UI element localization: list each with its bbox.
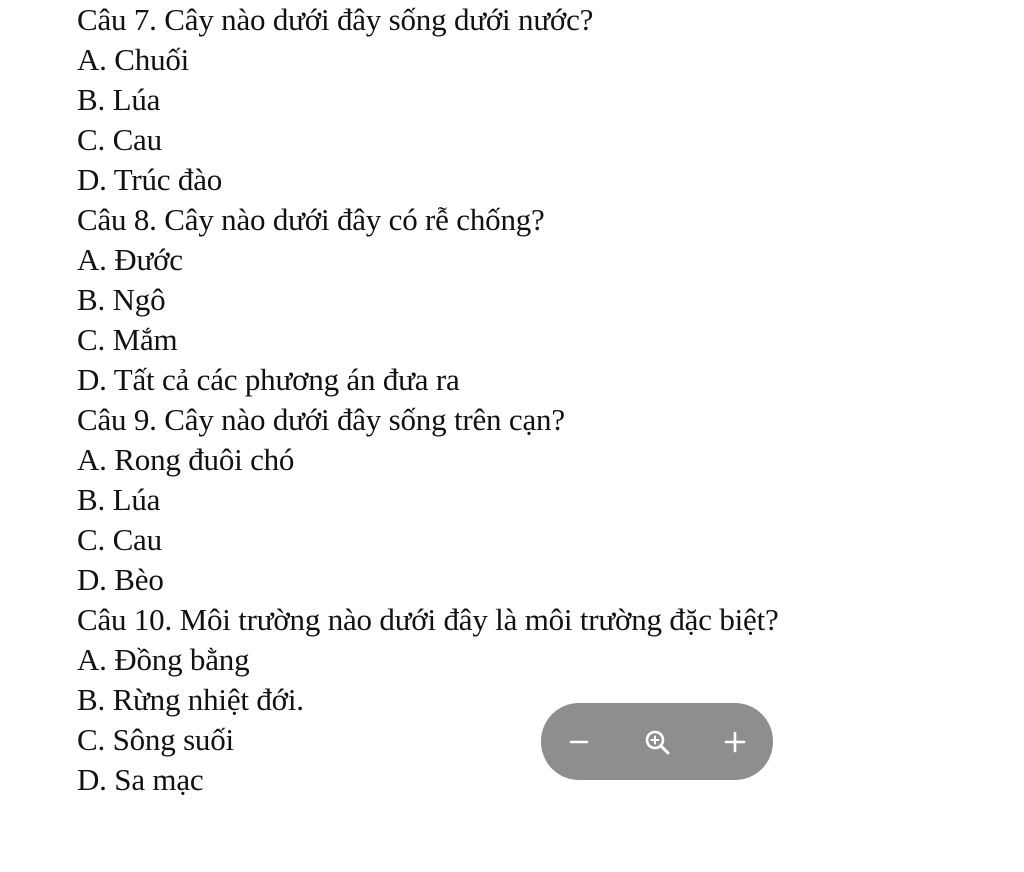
question-7-option-b: B. Lúa [77,82,161,117]
question-8-option-b: B. Ngô [77,282,166,317]
question-8-option-c: C. Mắm [77,322,178,357]
plus-icon [723,730,747,754]
question-10-option-b: B. Rừng nhiệt đới. [77,682,304,717]
question-8-option-d: D. Tất cả các phương án đưa ra [77,362,460,397]
zoom-reset-button[interactable] [639,724,675,760]
zoom-out-button[interactable] [561,724,597,760]
zoom-in-button[interactable] [717,724,753,760]
question-9: Câu 9. Cây nào dưới đây sống trên cạn? [77,402,565,437]
question-7: Câu 7. Cây nào dưới đây sống dưới nước? [77,2,594,37]
question-7-option-c: C. Cau [77,122,162,157]
question-8-option-a: A. Đước [77,242,183,277]
question-8: Câu 8. Cây nào dưới đây có rễ chống? [77,202,545,237]
question-10-option-d: D. Sa mạc [77,762,204,797]
question-10: Câu 10. Môi trường nào dưới đây là môi trường đặc biệt? [77,602,779,637]
question-9-option-c: C. Cau [77,522,162,557]
zoom-reset-icon [643,728,671,756]
question-7-option-a: A. Chuối [77,42,190,77]
question-7-option-d: D. Trúc đào [77,162,223,197]
question-9-option-a: A. Rong đuôi chó [77,442,295,477]
zoom-controls [541,703,773,780]
question-9-option-d: D. Bèo [77,562,164,597]
document-content [77,0,977,800]
question-10-option-c: C. Sông suối [77,722,234,757]
minus-icon [568,731,590,753]
question-10-option-a: A. Đồng bằng [77,642,250,677]
question-9-option-b: B. Lúa [77,482,161,517]
